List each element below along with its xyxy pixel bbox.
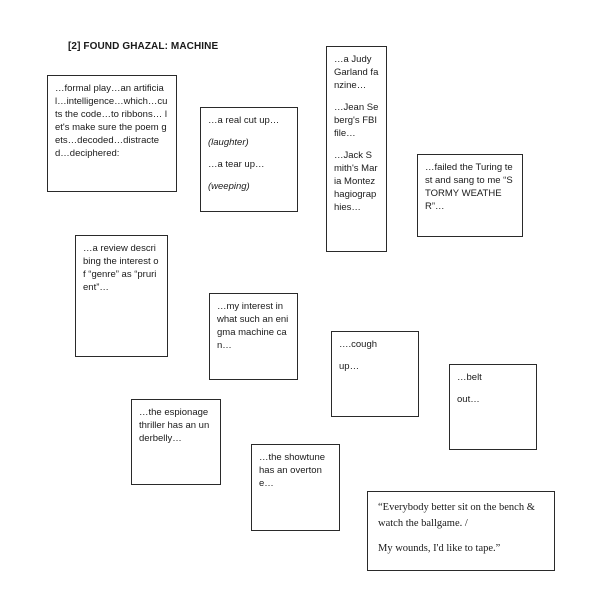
note-formal-play (47, 75, 177, 192)
note-text: …my interest in what such an enigma machine can… (217, 301, 289, 351)
note-text: …a tear up… (208, 159, 265, 170)
note-text: “Everybody better sit on the bench & watch the ballgame. / (378, 502, 535, 529)
note-turing (417, 154, 523, 237)
note-ballgame-quote (367, 491, 555, 571)
note-text: (laughter) (208, 137, 249, 148)
note-text: …Jack Smith's Maria Montez hagiographies… (334, 150, 378, 213)
note-text: …a Judy Garland fanzine… (334, 54, 379, 91)
note-text: …the showtune has an overtone… (259, 452, 326, 489)
page-title: [2] FOUND GHAZAL: MACHINE (68, 41, 219, 52)
note-cut-up (200, 107, 298, 212)
note-text: up… (339, 361, 360, 372)
note-belt (449, 364, 537, 450)
note-text: …formal play…an artificial…intelligence…which…cuts the code…to ribbons… let's make sure the poem gets…decoded…distracted…deciphered: (55, 83, 168, 159)
note-review (75, 235, 168, 357)
note-text: …belt (457, 372, 482, 383)
note-text: …Jean Seberg's FBI file… (334, 102, 379, 139)
note-text: …the espionage thriller has an underbelly… (139, 407, 210, 444)
note-judy-garland (326, 46, 387, 252)
note-cough (331, 331, 419, 417)
note-text: …a real cut up… (208, 115, 280, 126)
note-espionage (131, 399, 221, 485)
note-text: My wounds, I'd like to tape.” (378, 543, 501, 554)
note-showtune (251, 444, 340, 531)
note-text: (weeping) (208, 181, 250, 192)
note-text: …a review describing the interest of “genre” as “prurient”… (83, 243, 159, 293)
note-text: out… (457, 394, 480, 405)
note-enigma (209, 293, 298, 380)
note-text: …failed the Turing test and sang to me “STORMY WEATHER”… (425, 162, 513, 212)
note-text: ….cough (339, 339, 378, 350)
